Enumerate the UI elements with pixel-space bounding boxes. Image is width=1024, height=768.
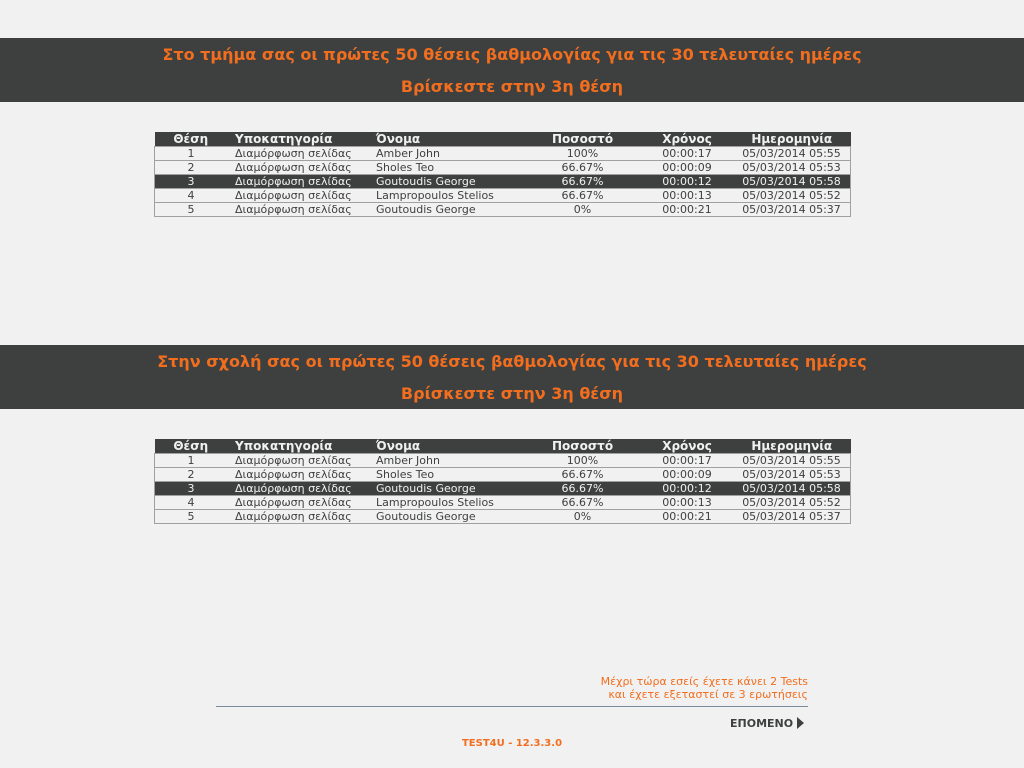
cell-date: 05/03/2014 05:53	[733, 161, 851, 175]
cell-date: 05/03/2014 05:55	[733, 454, 851, 468]
cell-percentage: 100%	[524, 454, 641, 468]
cell-date: 05/03/2014 05:55	[733, 147, 851, 161]
cell-percentage: 66.67%	[524, 161, 641, 175]
divider	[216, 706, 808, 707]
cell-name: Goutoudis George	[376, 482, 524, 496]
cell-name: Lampropoulos Stelios	[376, 189, 524, 203]
cell-position: 3	[155, 482, 228, 496]
cell-subcategory: Διαμόρφωση σελίδας	[227, 468, 376, 482]
cell-subcategory: Διαμόρφωση σελίδας	[227, 203, 376, 217]
cell-name: Goutoudis George	[376, 510, 524, 524]
cell-date: 05/03/2014 05:58	[733, 175, 851, 189]
cell-position: 4	[155, 496, 228, 510]
tests-summary	[601, 675, 808, 701]
cell-name: Sholes Teo	[376, 161, 524, 175]
table-row	[155, 175, 851, 189]
col-header-time: Χρόνος	[641, 439, 733, 454]
table-row	[155, 468, 851, 482]
cell-name: Lampropoulos Stelios	[376, 496, 524, 510]
cell-name: Goutoudis George	[376, 175, 524, 189]
cell-subcategory: Διαμόρφωση σελίδας	[227, 482, 376, 496]
tests-summary-line2: και έχετε εξεταστεί σε 3 ερωτήσεις	[608, 688, 808, 701]
version-footer: TEST4U - 12.3.3.0	[461, 738, 563, 749]
school-position-text: Βρίσκεστε στην 3η θέση	[400, 384, 624, 403]
cell-percentage: 66.67%	[524, 496, 641, 510]
cell-time: 00:00:17	[641, 147, 733, 161]
table-row	[155, 496, 851, 510]
cell-time: 00:00:12	[641, 175, 733, 189]
table-header-row	[155, 439, 851, 454]
cell-date: 05/03/2014 05:52	[733, 496, 851, 510]
col-header-date: Ημερομηνία	[733, 439, 851, 454]
department-position-text: Βρίσκεστε στην 3η θέση	[400, 77, 624, 96]
cell-subcategory: Διαμόρφωση σελίδας	[227, 189, 376, 203]
table-row	[155, 510, 851, 524]
school-ranking-title: Στην σχολή σας οι πρώτες 50 θέσεις βαθμολογίας για τις 30 τελευταίες ημέρες	[157, 352, 867, 371]
cell-name: Amber John	[376, 147, 524, 161]
cell-subcategory: Διαμόρφωση σελίδας	[227, 510, 376, 524]
cell-percentage: 66.67%	[524, 189, 641, 203]
cell-percentage: 0%	[524, 510, 641, 524]
cell-subcategory: Διαμόρφωση σελίδας	[227, 496, 376, 510]
col-header-subcategory: Υποκατηγορία	[227, 439, 376, 454]
cell-name: Sholes Teo	[376, 468, 524, 482]
table-row	[155, 454, 851, 468]
cell-percentage: 66.67%	[524, 482, 641, 496]
cell-percentage: 66.67%	[524, 175, 641, 189]
col-header-subcategory: Υποκατηγορία	[227, 132, 376, 147]
cell-time: 00:00:21	[641, 203, 733, 217]
cell-subcategory: Διαμόρφωση σελίδας	[227, 161, 376, 175]
cell-percentage: 66.67%	[524, 468, 641, 482]
cell-name: Goutoudis George	[376, 203, 524, 217]
cell-date: 05/03/2014 05:53	[733, 468, 851, 482]
department-ranking-title: Στο τμήμα σας οι πρώτες 50 θέσεις βαθμολογίας για τις 30 τελευταίες ημέρες	[162, 45, 862, 64]
cell-position: 5	[155, 510, 228, 524]
col-header-time: Χρόνος	[641, 132, 733, 147]
col-header-percentage: Ποσοστό	[524, 132, 641, 147]
cell-position: 2	[155, 468, 228, 482]
cell-time: 00:00:12	[641, 482, 733, 496]
cell-position: 1	[155, 147, 228, 161]
cell-position: 1	[155, 454, 228, 468]
cell-time: 00:00:09	[641, 468, 733, 482]
cell-date: 05/03/2014 05:37	[733, 510, 851, 524]
next-button-label: ΕΠΟΜΕΝΟ	[730, 716, 794, 730]
cell-time: 00:00:09	[641, 161, 733, 175]
col-header-name: Όνομα	[376, 439, 524, 454]
tests-summary-line1: Μέχρι τώρα εσείς έχετε κάνει 2 Tests	[600, 675, 808, 688]
cell-subcategory: Διαμόρφωση σελίδας	[227, 147, 376, 161]
col-header-name: Όνομα	[376, 132, 524, 147]
cell-time: 00:00:13	[641, 189, 733, 203]
col-header-position: Θέση	[155, 439, 228, 454]
cell-position: 2	[155, 161, 228, 175]
school-ranking-banner	[0, 345, 1024, 409]
table-row	[155, 161, 851, 175]
cell-percentage: 100%	[524, 147, 641, 161]
next-button[interactable]	[730, 715, 804, 731]
col-header-date: Ημερομηνία	[733, 132, 851, 147]
table-body	[155, 454, 851, 524]
table-row	[155, 189, 851, 203]
department-ranking-table	[154, 132, 851, 217]
cell-position: 3	[155, 175, 228, 189]
cell-date: 05/03/2014 05:52	[733, 189, 851, 203]
cell-subcategory: Διαμόρφωση σελίδας	[227, 175, 376, 189]
cell-time: 00:00:21	[641, 510, 733, 524]
cell-position: 5	[155, 203, 228, 217]
table-row	[155, 147, 851, 161]
cell-subcategory: Διαμόρφωση σελίδας	[227, 454, 376, 468]
cell-name: Amber John	[376, 454, 524, 468]
col-header-percentage: Ποσοστό	[524, 439, 641, 454]
table-row	[155, 203, 851, 217]
table-header-row	[155, 132, 851, 147]
school-ranking-table	[154, 439, 851, 524]
cell-time: 00:00:17	[641, 454, 733, 468]
table-body	[155, 147, 851, 217]
cell-time: 00:00:13	[641, 496, 733, 510]
col-header-position: Θέση	[155, 132, 228, 147]
cell-percentage: 0%	[524, 203, 641, 217]
table-row	[155, 482, 851, 496]
department-ranking-banner	[0, 38, 1024, 102]
cell-date: 05/03/2014 05:37	[733, 203, 851, 217]
cell-position: 4	[155, 189, 228, 203]
cell-date: 05/03/2014 05:58	[733, 482, 851, 496]
triangle-right-icon	[797, 717, 804, 729]
